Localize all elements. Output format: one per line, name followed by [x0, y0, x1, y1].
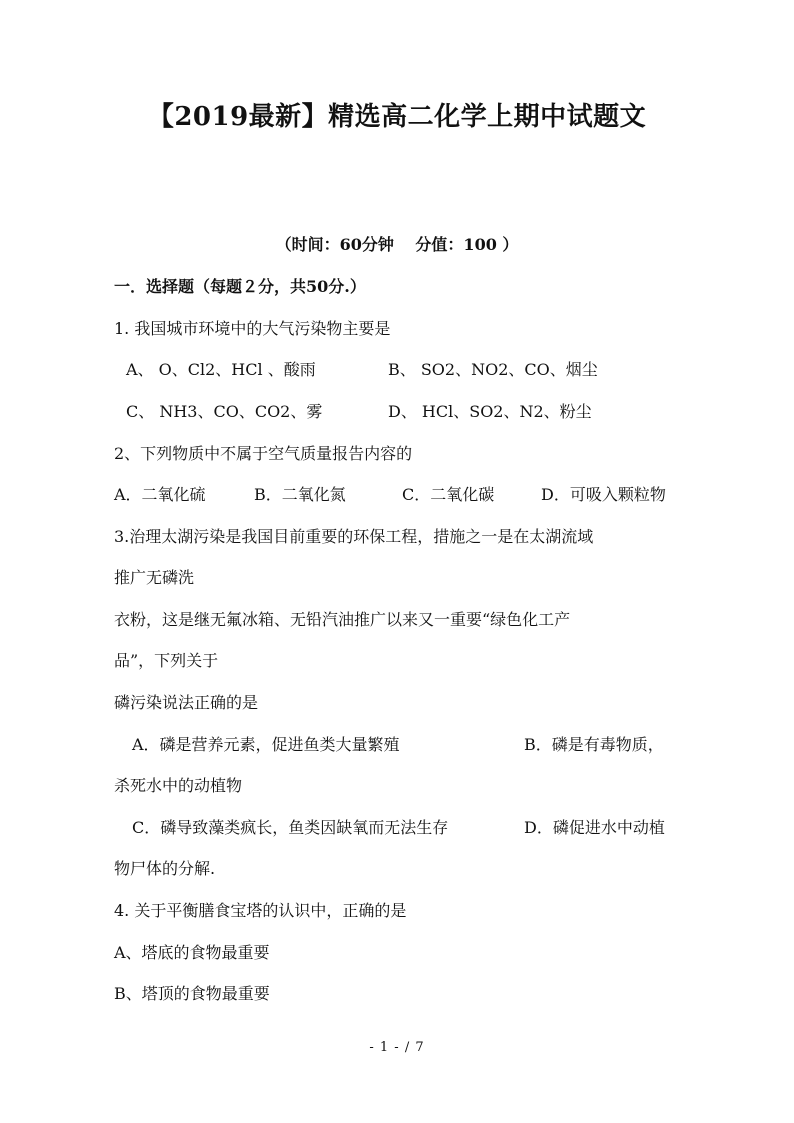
- question-3-stem-line: 磷污染说法正确的是: [114, 693, 259, 712]
- question-2-stem: 2、下列物质中不属于空气质量报告内容的: [114, 444, 413, 463]
- question-2-option-d: D．可吸入颗粒物: [541, 485, 666, 504]
- question-1-stem: 1. 我国城市环境中的大气污染物主要是: [114, 319, 391, 338]
- question-4-option-b: B、塔顶的食物最重要: [114, 984, 270, 1003]
- question-2-option-b: B．二氧化氮: [254, 485, 346, 504]
- question-1-option-d: D、 HCl、SO2、N2、粉尘: [388, 402, 592, 421]
- question-1-option-c: C、 NH3、CO、CO2、雾: [126, 402, 323, 421]
- page-footer: [0, 1040, 794, 1055]
- question-3-option-b: B．磷是有毒物质，: [524, 735, 664, 754]
- question-3-option-c: C．磷导致藻类疯长，鱼类因缺氧而无法生存: [132, 818, 449, 837]
- question-4-option-a: A、塔底的食物最重要: [114, 943, 270, 962]
- page-total: / 7: [399, 1040, 425, 1055]
- question-1-option-b: B、 SO2、NO2、CO、烟尘: [388, 360, 598, 379]
- question-3-stem-line: 衣粉，这是继无氟冰箱、无铅汽油推广以来又一重要“绿色化工产: [114, 610, 571, 629]
- section-heading: 一．选择题（每题２分，共50分.）: [114, 277, 366, 296]
- question-3-option-d: D．磷促进水中动植: [524, 818, 665, 837]
- question-2-option-c: C．二氧化碳: [402, 485, 495, 504]
- question-3-stem-line: 推广无磷洗: [114, 568, 195, 587]
- question-2-option-a: A．二氧化硫: [114, 485, 206, 504]
- exam-info: （时间：60分钟 分值：100 ）: [275, 235, 519, 254]
- page-number: - 1 -: [369, 1040, 400, 1055]
- question-3-stem-line: 品”，下列关于: [114, 651, 219, 670]
- question-3-option-b-cont: 杀死水中的动植物: [114, 776, 243, 795]
- question-3-option-a: A．磷是营养元素，促进鱼类大量繁殖: [132, 735, 400, 754]
- question-3-option-d-cont: 物尸体的分解.: [114, 859, 216, 878]
- document-title: 【2019最新】精选高二化学上期中试题文: [147, 102, 647, 132]
- question-3-stem-line: 3.治理太湖污染是我国目前重要的环保工程，措施之一是在太湖流域: [114, 527, 594, 546]
- question-4-stem: 4. 关于平衡膳食宝塔的认识中，正确的是: [114, 901, 407, 920]
- question-1-option-a: A、 O、Cl2、HCl 、酸雨: [126, 360, 316, 379]
